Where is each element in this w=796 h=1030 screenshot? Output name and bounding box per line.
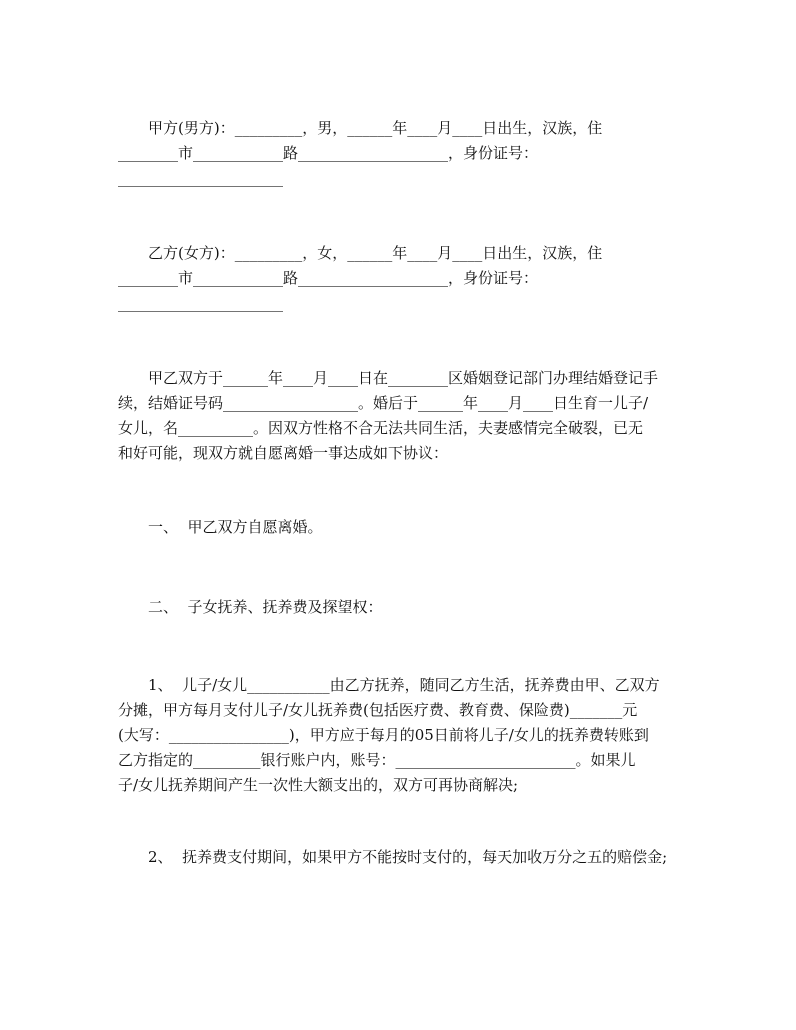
party-a-paragraph (118, 116, 688, 191)
item-1-line-1: 1、 儿子/女儿___________由乙方抚养，随同乙方生活，抚养费由甲、乙双方 (148, 676, 660, 694)
item-2-paragraph (118, 845, 688, 870)
party-b-line-1: 乙方(女方)：_________，女，______年____月____日出生，汉族，住 (148, 244, 603, 262)
party-a-line-3: ______________________ (118, 169, 283, 187)
section-1-heading (118, 515, 688, 540)
section-2-text: 二、 子女抚养、抚养费及探望权： (148, 598, 383, 616)
party-b-line-2: ________市____________路____________________，身份证号： (118, 269, 539, 287)
intro-line-1: 甲乙双方于______年____月____日在________区婚姻登记部门办理结婚登记手 (148, 369, 659, 387)
item-1-line-5: 子/女儿抚养期间产生一次性大额支出的，双方可再协商解决; (118, 776, 519, 794)
intro-paragraph (118, 366, 688, 466)
intro-line-4: 和好可能，现双方就自愿离婚一事达成如下协议： (118, 444, 449, 462)
party-b-line-3: ______________________ (118, 294, 283, 312)
section-2-heading (118, 595, 688, 620)
intro-line-3: 女儿，名__________。因双方性格不合无法共同生活，夫妻感情完全破裂，已无 (118, 419, 644, 437)
party-a-line-1: 甲方(男方)：_________，男，______年____月____日出生，汉族，住 (148, 119, 603, 137)
item-1-paragraph (118, 673, 688, 798)
intro-line-2: 续，结婚证号码__________________。婚后于______年____月____日生育一儿子/ (118, 394, 649, 412)
item-1-line-4: 乙方指定的_________银行账户内，账号：________________________。如果儿 (118, 751, 636, 769)
party-a-line-2: ________市____________路____________________，身份证号： (118, 144, 539, 162)
item-1-line-3: (大写：________________)，甲方应于每月的05日前将儿子/女儿的抚养费转账到 (118, 726, 649, 744)
item-1-line-2: 分摊，甲方每月支付儿子/女儿抚养费(包括医疗费、教育费、保险费)_______元 (118, 701, 638, 719)
section-1-text: 一、 甲乙双方自愿离婚。 (148, 518, 323, 536)
item-2-text: 2、 抚养费支付期间，如果甲方不能按时支付的，每天加收万分之五的赔偿金; (148, 848, 668, 866)
party-b-paragraph (118, 241, 688, 316)
